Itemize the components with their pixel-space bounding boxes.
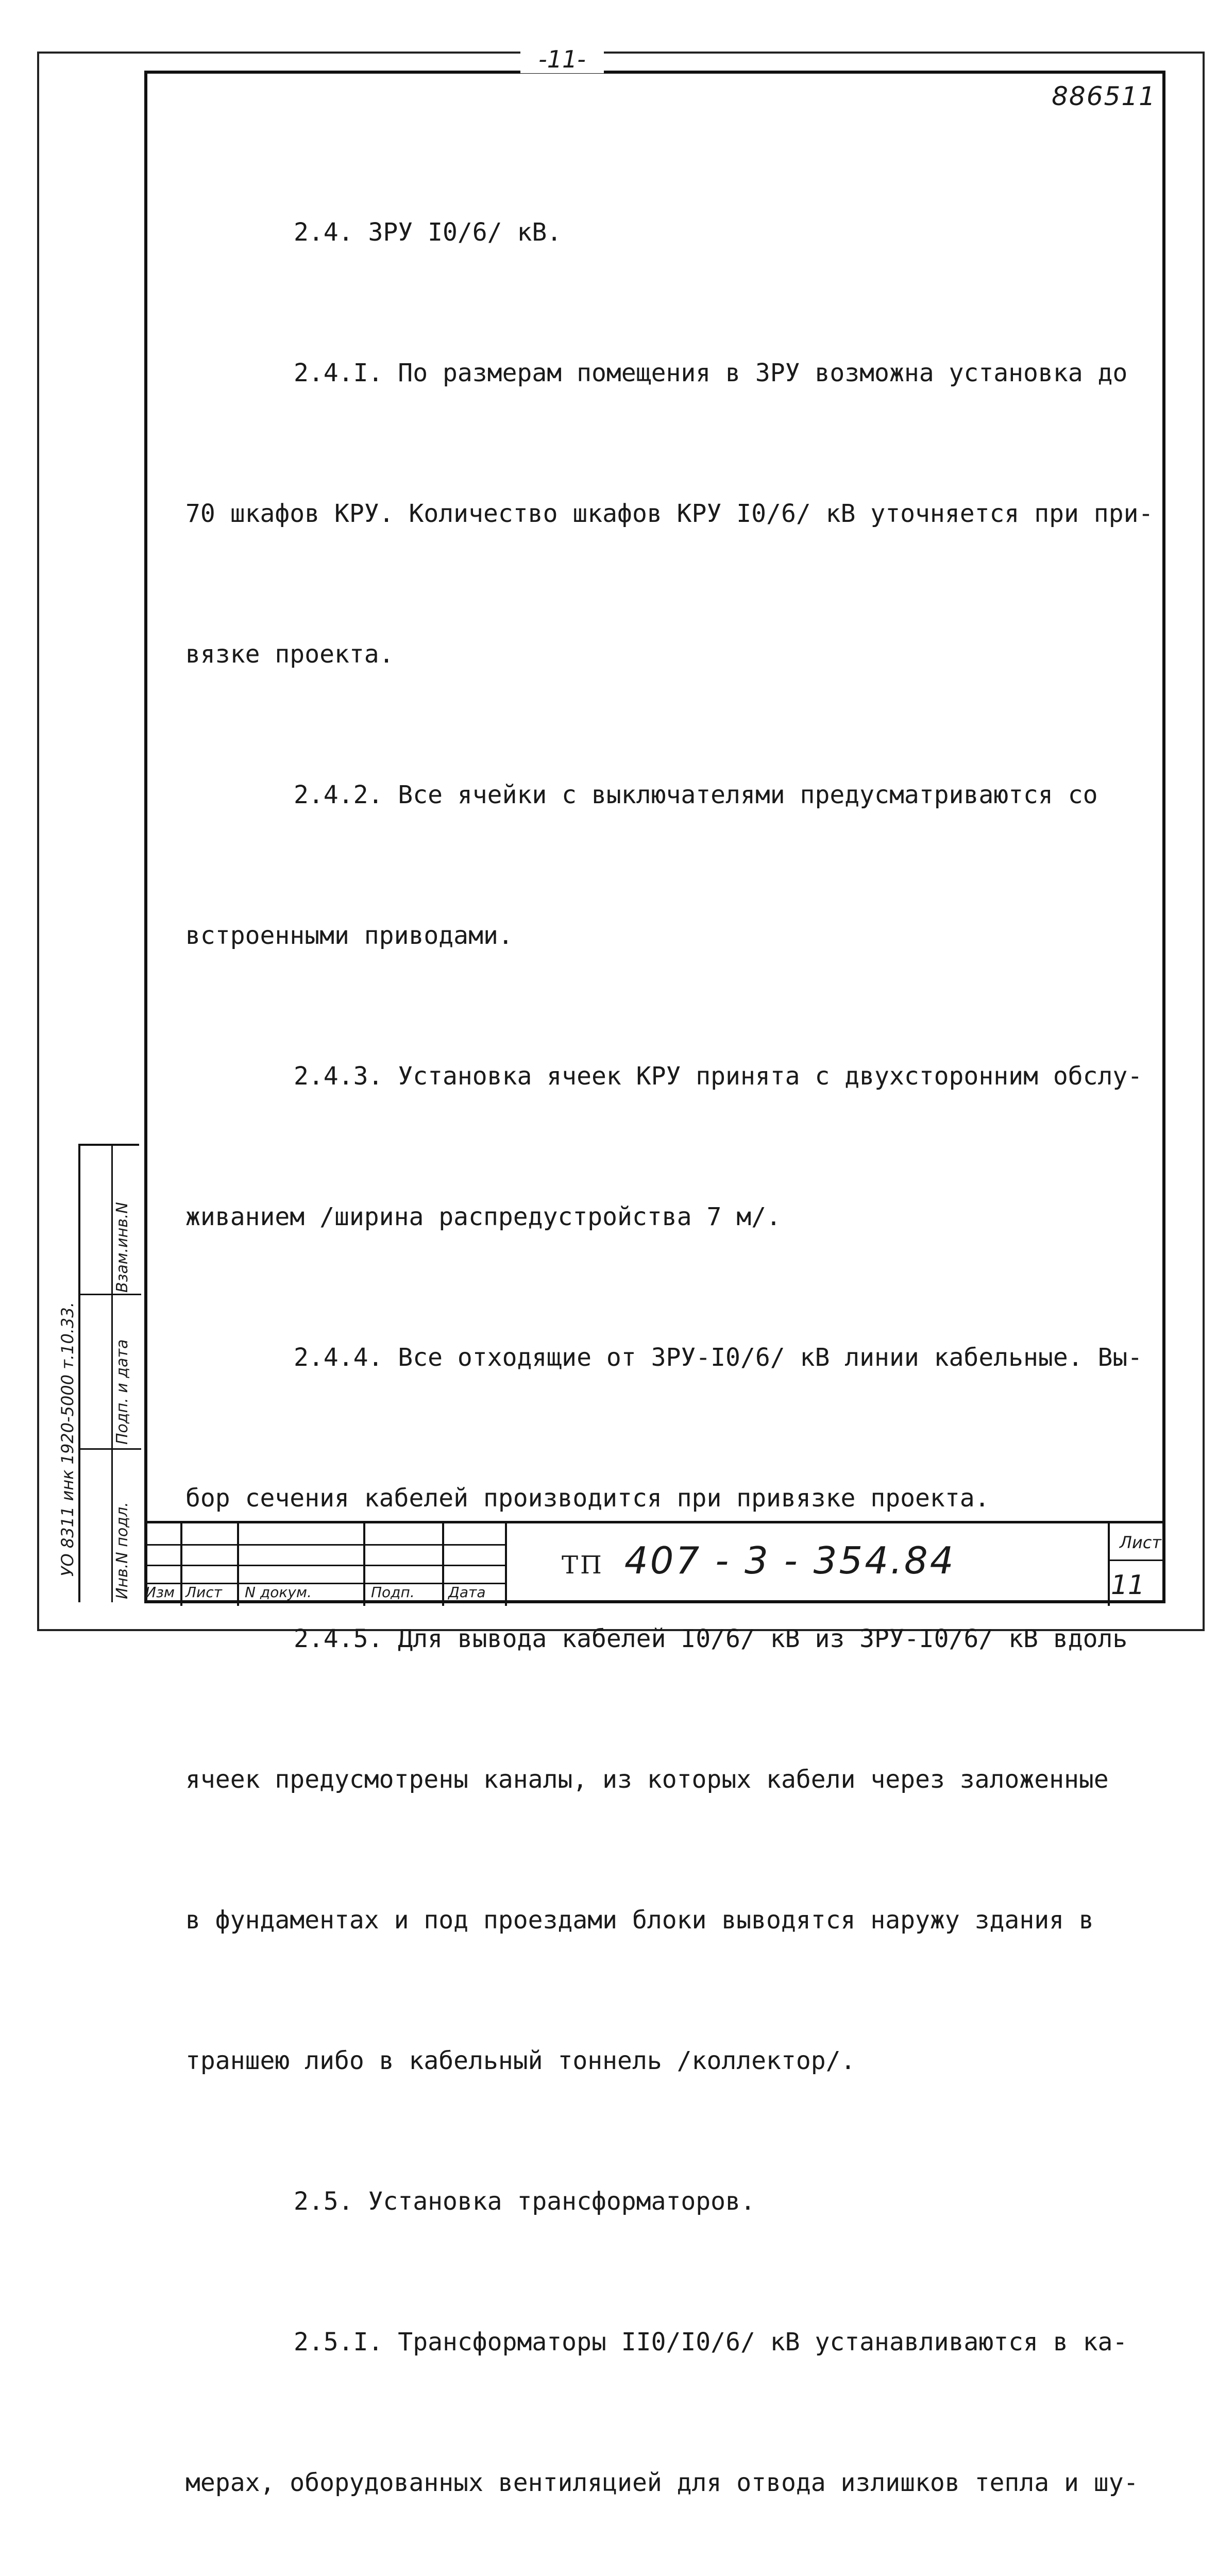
- title-block-divider: [442, 1523, 444, 1606]
- side-label-vzam: Взам.инв.N: [113, 1202, 131, 1293]
- text-line: живанием /ширина распредустройства 7 м/.: [185, 1202, 781, 1231]
- sheet-number: 11: [1110, 1570, 1145, 1601]
- text-line: 2.5.I. Трансформаторы II0/I0/6/ кВ устанавливаются в ка-: [294, 2328, 1128, 2357]
- text-line: 2.4.I. По размерам помещения в ЗРУ возможна установка до: [294, 359, 1128, 387]
- title-block-divider: [180, 1523, 182, 1606]
- text-line: 2.4.2. Все ячейки с выключателями предусматриваются со: [294, 781, 1098, 809]
- side-label-inv: Инв.N подл.: [113, 1502, 131, 1599]
- col-label-izm: Изм: [145, 1584, 175, 1601]
- title-block: [144, 1521, 1165, 1603]
- document-code: [562, 1539, 956, 1582]
- side-label-podp: Подп. и дата: [113, 1339, 131, 1445]
- text-line: 2.4.4. Все отходящие от ЗРУ-I0/6/ кВ линии кабельные. Вы-: [294, 1343, 1143, 1372]
- text-line: мерах, оборудованных вентиляцией для отвода излишков тепла и шу-: [185, 2468, 1139, 2497]
- title-block-divider: [1108, 1523, 1110, 1606]
- title-block-rule: [144, 1544, 505, 1546]
- sheet-label: Лист: [1119, 1533, 1161, 1552]
- title-block-rule: [144, 1565, 505, 1566]
- sheet-cell-rule: [1108, 1560, 1165, 1561]
- side-cell: [80, 1146, 141, 1295]
- text-line: ячеек предусмотрены каналы, из которых кабели через заложенные: [185, 1765, 1109, 1794]
- document-number: 407 - 3 - 354.84: [624, 1539, 956, 1582]
- col-label-data: Дата: [448, 1584, 486, 1601]
- page-number: -11-: [520, 45, 604, 73]
- text-line: 2.4.5. Для вывода кабелей I0/6/ кВ из ЗРУ-I0/6/ кВ вдоль: [294, 1624, 1128, 1653]
- text-line: 2.5. Установка трансформаторов.: [294, 2187, 755, 2216]
- side-stamp: [78, 1144, 139, 1602]
- text-line: траншею либо в кабельный тоннель /коллектор/.: [185, 2046, 856, 2075]
- text-line: встроенными приводами.: [185, 921, 513, 950]
- title-block-divider: [505, 1523, 507, 1606]
- text-line: 70 шкафов КРУ. Количество шкафов КРУ I0/6/ кВ уточняется при при-: [185, 499, 1154, 528]
- text-line: вязке проекта.: [185, 640, 394, 669]
- title-block-divider: [363, 1523, 365, 1606]
- col-label-podp: Подп.: [371, 1584, 415, 1601]
- title-block-divider: [237, 1523, 239, 1606]
- side-cell: [80, 1295, 141, 1450]
- text-line: в фундаментах и под проездами блоки выводятся наружу здания в: [185, 1906, 1094, 1935]
- handwritten-doc-code: 886511: [1052, 81, 1156, 111]
- text-line: 2.4. ЗРУ I0/6/ кВ.: [294, 218, 562, 247]
- text-line: 2.4.3. Установка ячеек КРУ принята с двухсторонним обслу-: [294, 1062, 1143, 1091]
- col-label-ndokum: N докум.: [245, 1584, 312, 1601]
- text-line: бор сечения кабелей производится при привязке проекта.: [185, 1484, 990, 1513]
- document-prefix: ТП: [562, 1551, 604, 1580]
- col-label-list: Лист: [185, 1584, 222, 1601]
- side-note: УО 8311 инк 1920-5000 т.10.33.: [58, 1302, 77, 1577]
